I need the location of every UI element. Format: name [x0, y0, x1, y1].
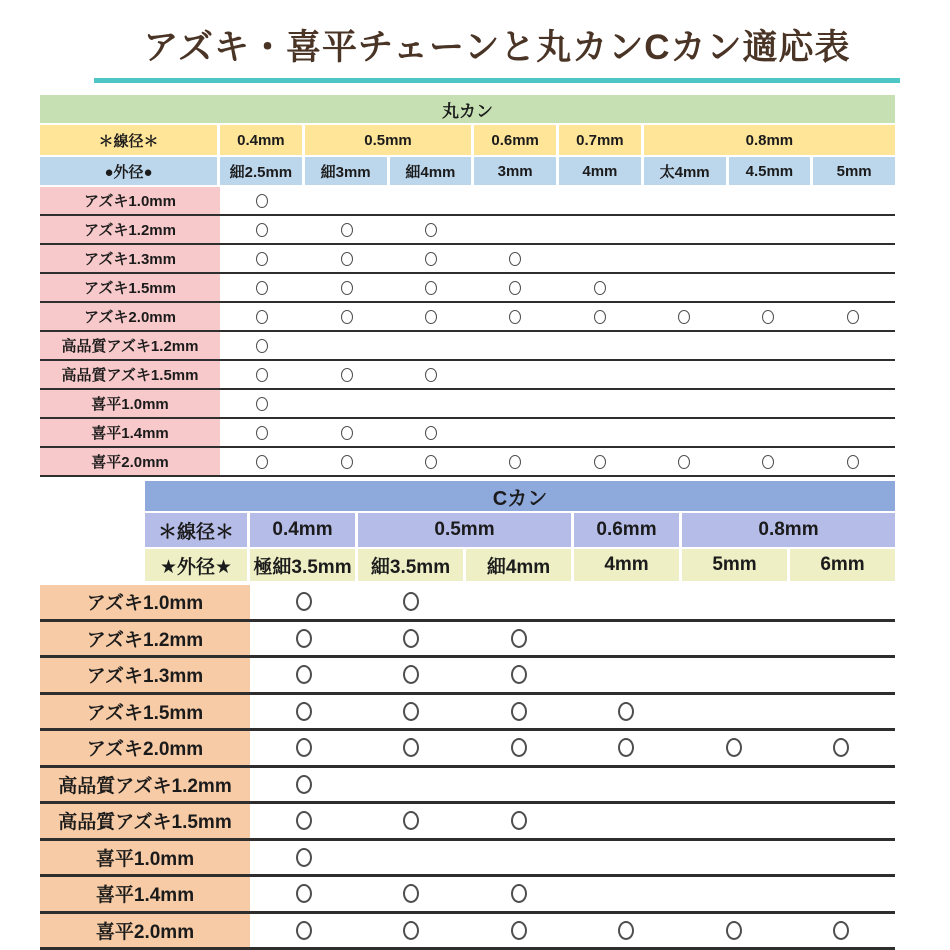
chain-row [40, 245, 895, 274]
chain-row-label: アズキ1.5mm [40, 695, 250, 729]
compat-cell [680, 658, 788, 692]
compat-cell [788, 585, 896, 619]
outer-size-cell: 細2.5mm [220, 157, 302, 185]
compat-cell [642, 419, 726, 446]
compat-cell [811, 245, 895, 272]
chain-row [40, 303, 895, 332]
compat-cell [811, 303, 895, 330]
compat-cell [558, 187, 642, 214]
compat-cell [642, 303, 726, 330]
compat-cell [558, 419, 642, 446]
compat-cell [304, 187, 388, 214]
compat-cell [304, 245, 388, 272]
c-kan-table-title: Cカン [145, 481, 895, 511]
chain-row-label: アズキ1.0mm [40, 187, 220, 214]
chain-row [40, 361, 895, 390]
chain-row-label: アズキ1.2mm [40, 622, 250, 656]
compat-cell [389, 216, 473, 243]
compat-cell [558, 390, 642, 417]
compat-cell [304, 332, 388, 359]
compat-cell [558, 216, 642, 243]
compat-cell [358, 768, 466, 802]
compatible-circle-icon [341, 426, 353, 440]
wire-size-cell: 0.5mm [305, 125, 472, 155]
chain-row-label: 高品質アズキ1.5mm [40, 804, 250, 838]
compat-cell [250, 622, 358, 656]
compatible-circle-icon [256, 426, 268, 440]
maru-kan-rows [40, 187, 895, 477]
outer-size-cell: 細4mm [466, 549, 571, 581]
compat-cell [573, 804, 681, 838]
chain-row [40, 841, 895, 878]
chain-row-label: アズキ2.0mm [40, 731, 250, 765]
compat-cell [358, 695, 466, 729]
compat-cell [220, 332, 304, 359]
chain-row-label: 喜平2.0mm [40, 914, 250, 948]
compat-cell [642, 332, 726, 359]
wire-size-cell: 0.6mm [474, 125, 556, 155]
outer-size-cell: 4mm [574, 549, 679, 581]
compatible-circle-icon [296, 848, 312, 867]
chain-row-label: アズキ1.5mm [40, 274, 220, 301]
compat-cell [473, 216, 557, 243]
compat-cell [573, 585, 681, 619]
compatible-circle-icon [341, 310, 353, 324]
compatible-circle-icon [511, 921, 527, 940]
compat-cell [304, 361, 388, 388]
compatible-circle-icon [509, 252, 521, 266]
compat-cell [250, 841, 358, 875]
compat-cell [788, 658, 896, 692]
compat-cell [680, 695, 788, 729]
compat-cell [573, 658, 681, 692]
compat-cell [358, 622, 466, 656]
wire-size-cell: 0.4mm [250, 513, 355, 547]
compat-cell [680, 877, 788, 911]
compatible-circle-icon [256, 223, 268, 237]
compat-cell [473, 448, 557, 475]
compat-cell [811, 332, 895, 359]
compatible-circle-icon [511, 665, 527, 684]
compat-cell [680, 731, 788, 765]
compatible-circle-icon [511, 629, 527, 648]
compat-cell [250, 877, 358, 911]
wire-size-cell: 0.4mm [220, 125, 302, 155]
outer-size-cell: 細3.5mm [358, 549, 463, 581]
compatible-circle-icon [403, 811, 419, 830]
chain-row-label: アズキ1.0mm [40, 585, 250, 619]
maru-kan-table [40, 95, 895, 477]
compatible-circle-icon [511, 884, 527, 903]
outer-size-cell: 極細3.5mm [250, 549, 355, 581]
compat-cell [726, 419, 810, 446]
compatible-circle-icon [762, 310, 774, 324]
compat-cell [726, 216, 810, 243]
outer-size-cell: 太4mm [644, 157, 726, 185]
compatible-circle-icon [425, 426, 437, 440]
chain-row [40, 877, 895, 914]
compat-cell [558, 245, 642, 272]
wire-size-cell: 0.7mm [559, 125, 641, 155]
page-title: アズキ・喜平チェーンと丸カンCカン適応表 [94, 20, 900, 83]
chain-row-label: アズキ2.0mm [40, 303, 220, 330]
chain-row [40, 914, 895, 950]
compat-cell [465, 731, 573, 765]
compatible-circle-icon [618, 921, 634, 940]
compat-cell [304, 390, 388, 417]
compat-cell [726, 303, 810, 330]
compat-cell [250, 731, 358, 765]
compat-cell [573, 695, 681, 729]
compatible-circle-icon [256, 194, 268, 208]
chain-row-label: 高品質アズキ1.2mm [40, 768, 250, 802]
compatible-circle-icon [256, 252, 268, 266]
c-kan-rows [40, 585, 895, 950]
wire-size-cell: 0.6mm [574, 513, 679, 547]
compatible-circle-icon [847, 310, 859, 324]
compatible-circle-icon [511, 811, 527, 830]
chain-row-label: 喜平1.4mm [40, 877, 250, 911]
compat-cell [811, 216, 895, 243]
compatible-circle-icon [726, 921, 742, 940]
compat-cell [358, 877, 466, 911]
maru-kan-outer-diameter-row [40, 157, 895, 185]
compat-cell [358, 658, 466, 692]
chain-row [40, 658, 895, 695]
compat-cell [788, 622, 896, 656]
compat-cell [389, 419, 473, 446]
compatible-circle-icon [847, 455, 859, 469]
compat-cell [250, 804, 358, 838]
compatible-circle-icon [341, 281, 353, 295]
compat-cell [811, 448, 895, 475]
compatible-circle-icon [425, 281, 437, 295]
compatible-circle-icon [403, 592, 419, 611]
compatible-circle-icon [296, 738, 312, 757]
compat-cell [220, 448, 304, 475]
compat-cell [304, 448, 388, 475]
compat-cell [220, 245, 304, 272]
compat-cell [558, 332, 642, 359]
compat-cell [358, 804, 466, 838]
compatible-circle-icon [403, 738, 419, 757]
compat-cell [473, 245, 557, 272]
compat-cell [304, 216, 388, 243]
compat-cell [358, 731, 466, 765]
compatible-circle-icon [296, 629, 312, 648]
compat-cell [465, 768, 573, 802]
chain-row [40, 274, 895, 303]
compat-cell [726, 187, 810, 214]
wire-diameter-label: ＊線径＊ [145, 513, 247, 547]
compat-cell [220, 303, 304, 330]
chain-row [40, 390, 895, 419]
wire-size-cell: 0.5mm [358, 513, 571, 547]
compat-cell [465, 877, 573, 911]
outer-size-cell: 3mm [474, 157, 556, 185]
compat-cell [389, 187, 473, 214]
compat-cell [250, 658, 358, 692]
chain-row [40, 804, 895, 841]
compat-cell [465, 695, 573, 729]
compatible-circle-icon [296, 775, 312, 794]
chain-row-label: アズキ1.2mm [40, 216, 220, 243]
chain-row-label: アズキ1.3mm [40, 658, 250, 692]
outer-size-cell: 細3mm [305, 157, 387, 185]
compat-cell [642, 274, 726, 301]
compatible-circle-icon [594, 281, 606, 295]
compatible-circle-icon [618, 702, 634, 721]
compat-cell [788, 804, 896, 838]
compat-cell [811, 361, 895, 388]
chain-row-label: アズキ1.3mm [40, 245, 220, 272]
compat-cell [642, 245, 726, 272]
compat-cell [573, 622, 681, 656]
compat-cell [573, 841, 681, 875]
compat-cell [465, 841, 573, 875]
compat-cell [358, 914, 466, 948]
compat-cell [389, 361, 473, 388]
outer-size-cell: 細4mm [390, 157, 472, 185]
wire-diameter-label: ＊線径＊ [40, 125, 217, 155]
compat-cell [389, 245, 473, 272]
outer-size-cell: 5mm [813, 157, 895, 185]
maru-kan-table-title: 丸カン [40, 95, 895, 123]
compatible-circle-icon [256, 455, 268, 469]
compat-cell [465, 622, 573, 656]
compat-cell [726, 245, 810, 272]
compatible-circle-icon [403, 629, 419, 648]
compatible-circle-icon [425, 223, 437, 237]
wire-size-cell: 0.8mm [644, 125, 895, 155]
outer-size-cell: 5mm [682, 549, 787, 581]
chain-row [40, 622, 895, 659]
compat-cell [465, 585, 573, 619]
compat-cell [465, 804, 573, 838]
compat-cell [726, 390, 810, 417]
compat-cell [389, 448, 473, 475]
compat-cell [811, 274, 895, 301]
compat-cell [680, 841, 788, 875]
compatible-circle-icon [726, 738, 742, 757]
compat-cell [680, 585, 788, 619]
compat-cell [788, 914, 896, 948]
compat-cell [250, 585, 358, 619]
compat-cell [250, 914, 358, 948]
compat-cell [642, 361, 726, 388]
compatible-circle-icon [511, 702, 527, 721]
chain-row [40, 216, 895, 245]
compatible-circle-icon [296, 884, 312, 903]
compatible-circle-icon [425, 368, 437, 382]
outer-diameter-label: ★外径★ [145, 549, 247, 581]
compatible-circle-icon [509, 455, 521, 469]
outer-size-cell: 4.5mm [729, 157, 811, 185]
outer-size-cell: 6mm [790, 549, 895, 581]
compatible-circle-icon [256, 281, 268, 295]
compat-cell [642, 390, 726, 417]
chain-row-label: 高品質アズキ1.2mm [40, 332, 220, 359]
compatible-circle-icon [403, 665, 419, 684]
compatible-circle-icon [341, 455, 353, 469]
compat-cell [473, 187, 557, 214]
compatible-circle-icon [403, 884, 419, 903]
compat-cell [788, 768, 896, 802]
compatible-circle-icon [762, 455, 774, 469]
compatible-circle-icon [341, 223, 353, 237]
compat-cell [304, 274, 388, 301]
chain-row [40, 332, 895, 361]
compat-cell [726, 448, 810, 475]
compatible-circle-icon [618, 738, 634, 757]
compatible-circle-icon [425, 252, 437, 266]
compat-cell [304, 303, 388, 330]
compat-cell [680, 804, 788, 838]
compatible-circle-icon [594, 455, 606, 469]
compatible-circle-icon [833, 921, 849, 940]
compatible-circle-icon [509, 281, 521, 295]
compat-cell [726, 274, 810, 301]
c-kan-table-header [145, 481, 895, 583]
compatible-circle-icon [256, 310, 268, 324]
compatible-circle-icon [678, 310, 690, 324]
compatible-circle-icon [296, 702, 312, 721]
compat-cell [465, 658, 573, 692]
compat-cell [220, 361, 304, 388]
compat-cell [788, 731, 896, 765]
compatible-circle-icon [678, 455, 690, 469]
compatible-circle-icon [256, 339, 268, 353]
compat-cell [573, 768, 681, 802]
compat-cell [573, 914, 681, 948]
compat-cell [220, 216, 304, 243]
compat-cell [473, 361, 557, 388]
chain-row-label: 高品質アズキ1.5mm [40, 361, 220, 388]
compat-cell [726, 332, 810, 359]
chain-row [40, 187, 895, 216]
compat-cell [250, 768, 358, 802]
chain-row [40, 695, 895, 732]
compatible-circle-icon [296, 921, 312, 940]
compatible-circle-icon [341, 252, 353, 266]
compat-cell [473, 303, 557, 330]
chain-row-label: 喜平1.4mm [40, 419, 220, 446]
compat-cell [811, 187, 895, 214]
compatible-circle-icon [296, 665, 312, 684]
compat-cell [788, 877, 896, 911]
compat-cell [680, 622, 788, 656]
chain-row [40, 731, 895, 768]
compatible-circle-icon [296, 811, 312, 830]
compat-cell [220, 274, 304, 301]
compatible-circle-icon [403, 702, 419, 721]
maru-kan-wire-diameter-row [40, 125, 895, 155]
compat-cell [220, 390, 304, 417]
compat-cell [642, 187, 726, 214]
chain-row [40, 585, 895, 622]
compat-cell [642, 216, 726, 243]
compatible-circle-icon [425, 455, 437, 469]
compat-cell [465, 914, 573, 948]
compat-cell [358, 841, 466, 875]
compat-cell [573, 877, 681, 911]
c-kan-outer-diameter-row [145, 549, 895, 581]
chain-row [40, 419, 895, 448]
compat-cell [358, 585, 466, 619]
chain-row [40, 768, 895, 805]
compatible-circle-icon [833, 738, 849, 757]
chain-row-label: 喜平1.0mm [40, 390, 220, 417]
compatible-circle-icon [509, 310, 521, 324]
chain-row [40, 448, 895, 477]
compat-cell [558, 274, 642, 301]
compat-cell [726, 361, 810, 388]
compat-cell [473, 419, 557, 446]
compat-cell [680, 914, 788, 948]
c-kan-wire-diameter-row [145, 513, 895, 547]
compat-cell [558, 448, 642, 475]
compat-cell [473, 332, 557, 359]
compatible-circle-icon [403, 921, 419, 940]
compat-cell [389, 390, 473, 417]
compat-cell [558, 303, 642, 330]
compatible-circle-icon [425, 310, 437, 324]
compat-cell [788, 841, 896, 875]
outer-size-cell: 4mm [559, 157, 641, 185]
compatible-circle-icon [341, 368, 353, 382]
compat-cell [220, 187, 304, 214]
compat-cell [304, 419, 388, 446]
compatible-circle-icon [296, 592, 312, 611]
compat-cell [788, 695, 896, 729]
compatible-circle-icon [594, 310, 606, 324]
compatible-circle-icon [256, 397, 268, 411]
compat-cell [473, 274, 557, 301]
compat-cell [250, 695, 358, 729]
chain-row-label: 喜平1.0mm [40, 841, 250, 875]
outer-diameter-label: ●外径● [40, 157, 217, 185]
compat-cell [558, 361, 642, 388]
compat-cell [220, 419, 304, 446]
compat-cell [811, 419, 895, 446]
compat-cell [389, 303, 473, 330]
wire-size-cell: 0.8mm [682, 513, 895, 547]
compat-cell [389, 332, 473, 359]
compat-cell [573, 731, 681, 765]
compat-cell [811, 390, 895, 417]
compat-cell [642, 448, 726, 475]
compat-cell [680, 768, 788, 802]
compatible-circle-icon [256, 368, 268, 382]
chain-row-label: 喜平2.0mm [40, 448, 220, 475]
compat-cell [473, 390, 557, 417]
compat-cell [389, 274, 473, 301]
compatible-circle-icon [511, 738, 527, 757]
